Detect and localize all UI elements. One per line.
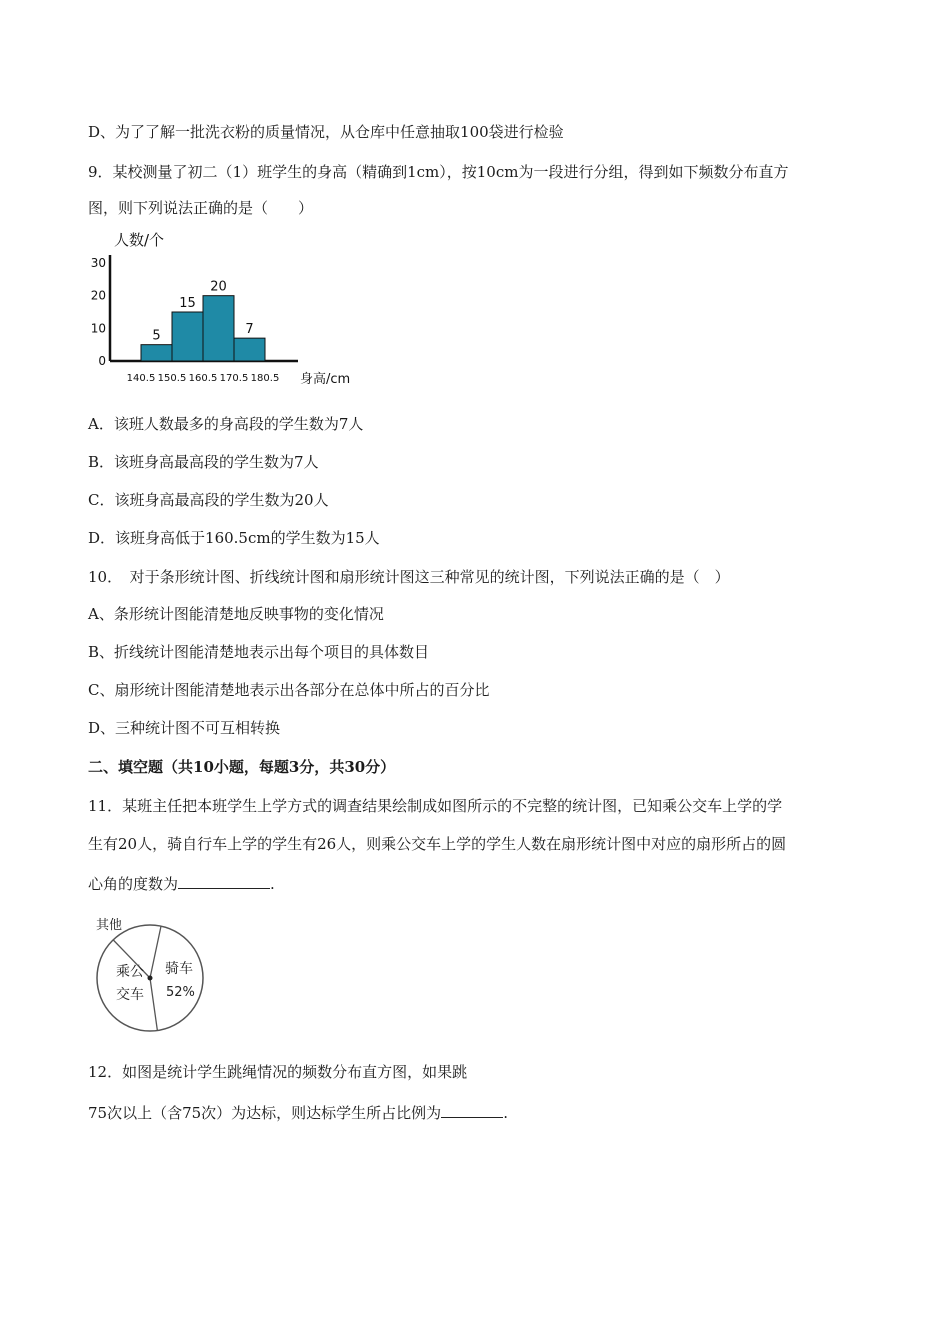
question-11-text: 心角的度数为 <box>88 875 179 893</box>
option-d-prev-question: D、为了了解一批洗衣粉的质量情况，从仓库中任意抽取100袋进行检验 <box>88 123 564 141</box>
question-9-line-2: 图，则下列说法正确的是（ ） <box>88 199 314 217</box>
answer-blank-12[interactable] <box>441 1101 503 1118</box>
question-9-option-b: B．该班身高最高段的学生数为7人 <box>88 453 319 471</box>
histogram-bar <box>203 296 234 361</box>
height-histogram <box>88 225 368 395</box>
commute-pie-chart <box>88 910 228 1040</box>
y-tick-label: 10 <box>90 321 106 336</box>
x-tick-label: 150.5 <box>157 373 187 384</box>
question-9-line-1: 9．某校测量了初二（1）班学生的身高（精确到1cm），按10cm为一段进行分组，得到如下频数分布直方 <box>88 163 789 181</box>
question-9-option-d: D．该班身高低于160.5cm的学生数为15人 <box>88 529 380 547</box>
question-11-line-1: 11．某班主任把本班学生上学方式的调查结果绘制成如图所示的不完整的统计图，已知乘公交车上学的学 <box>88 797 783 815</box>
question-12-line-2 <box>88 1101 508 1123</box>
question-9-option-c: C．该班身高最高段的学生数为20人 <box>88 491 329 509</box>
y-tick-label: 20 <box>90 288 106 303</box>
question-12-line-1: 12．如图是统计学生跳绳情况的频数分布直方图，如果跳 <box>88 1063 468 1081</box>
histogram-bar <box>141 345 172 361</box>
question-11-line-3 <box>88 872 275 894</box>
x-tick-label: 140.5 <box>126 373 156 384</box>
pie-value-bike: 52% <box>166 985 195 1000</box>
question-10-option-c: C、扇形统计图能清楚地表示出各部分在总体中所占的百分比 <box>88 681 490 699</box>
pie-label-bus-line2: 交车 <box>116 987 144 1003</box>
x-tick-label: 180.5 <box>250 373 280 384</box>
bar-value-label: 20 <box>210 279 227 295</box>
x-tick-label: 170.5 <box>219 373 249 384</box>
question-10-option-b: B、折线统计图能清楚地表示出每个项目的具体数目 <box>88 643 430 661</box>
answer-blank-11[interactable] <box>178 872 270 889</box>
pie-label-bus-line1: 乘公 <box>116 964 144 980</box>
pie-center-dot <box>148 976 153 981</box>
pie-label-other: 其他 <box>96 918 123 933</box>
x-tick-label: 160.5 <box>188 373 218 384</box>
question-10-stem: 10． 对于条形统计图、折线统计图和扇形统计图这三种常见的统计图，下列说法正确的是（ ） <box>88 568 730 586</box>
y-axis-label: 人数/个 <box>114 231 165 249</box>
question-11-line-2: 生有20人，骑自行车上学的学生有26人，则乘公交车上学的学生人数在扇形统计图中对应的扇形所占的圆 <box>88 835 787 853</box>
section-2-heading: 二、填空题（共10小题，每题3分，共30分） <box>88 758 396 776</box>
question-10-option-a: A、条形统计图能清楚地反映事物的变化情况 <box>88 605 384 623</box>
y-tick-label: 0 <box>98 354 106 368</box>
y-tick-label: 30 <box>90 256 106 270</box>
question-10-option-d: D、三种统计图不可互相转换 <box>88 719 281 737</box>
pie-label-bike: 骑车 <box>165 961 193 977</box>
x-axis-label: 身高/cm <box>300 372 351 387</box>
question-12-period: . <box>503 1104 508 1122</box>
question-9-option-a: A．该班人数最多的身高段的学生数为7人 <box>88 415 364 433</box>
bar-value-label: 5 <box>152 328 161 344</box>
histogram-bar <box>172 312 203 361</box>
bar-value-label: 15 <box>179 296 196 311</box>
histogram-bar <box>234 338 265 361</box>
question-12-text: 75次以上（含75次）为达标，则达标学生所占比例为 <box>88 1104 442 1122</box>
question-11-period: . <box>270 875 275 893</box>
bar-value-label: 7 <box>245 322 254 338</box>
